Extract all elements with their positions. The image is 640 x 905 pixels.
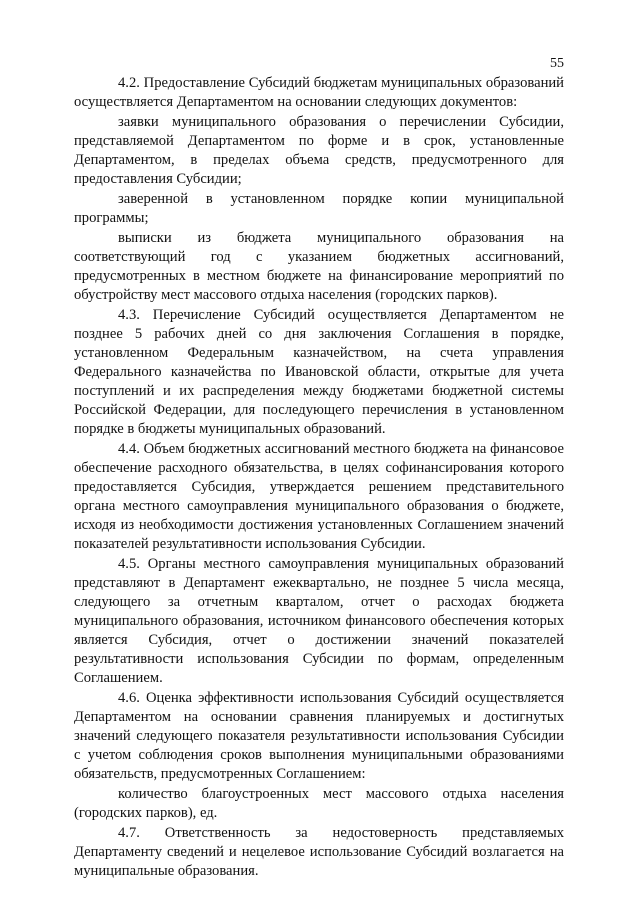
paragraph-4-3: 4.3. Перечисление Субсидий осуществляется Департаментом не позднее 5 рабочих дней со дня заключения Соглашения в порядке, установленном Федеральным казначейством, на счета управления Федерального казначейства по Ивановской области, открытые для учета поступлений и их распределения между бюджетами бюджетной системы Российской Федерации, для последующего перечисления в установленном порядке в бюджеты муниципальных образований. (74, 307, 564, 437)
paragraph-4-2: 4.2. Предоставление Субсидий бюджетам муниципальных образований осуществляется Департаментом на основании следующих документов: (74, 75, 564, 110)
paragraph-4-4: 4.4. Объем бюджетных ассигнований местного бюджета на финансовое обеспечение расходного обязательства, в целях софинансирования которого предоставляется Субсидия, утверждается решением представительного органа местного самоуправления муниципального образования о бюджете, исходя из необходимости достижения установленных Соглашением значений показателей результативности использования Субсидии. (74, 441, 564, 552)
paragraph-4-5: 4.5. Органы местного самоуправления муниципальных образований представляют в Департамент ежеквартально, не позднее 5 числа месяца, следующего за отчетным кварталом, отчет о расходах бюджета муниципального образования, источником финансового обеспечения которых является Субсидия, отчет о достижении значений показателей результативности использования Субсидии по формам, определенным Соглашением. (74, 556, 564, 686)
paragraph-program-copy: заверенной в установленном порядке копии муниципальной программы; (74, 191, 564, 226)
paragraph-indicator: количество благоустроенных мест массового отдыха населения (городских парков), ед. (74, 786, 564, 821)
paragraph-budget-extract: выписки из бюджета муниципального образования на соответствующий год с указанием бюджетных ассигнований, предусмотренных в местном бюджете на финансирование мероприятий по обустройству мест массового отдыха населения (городских парков). (74, 230, 564, 303)
paragraph-municipal-application: заявки муниципального образования о перечислении Субсидии, представляемой Департаментом по форме и в срок, установленные Департаментом, в пределах объема средств, предусмотренного для предоставления Субсидии; (74, 114, 564, 187)
paragraph-4-6: 4.6. Оценка эффективности использования Субсидий осуществляется Департаментом на основании сравнения планируемых и достигнутых значений следующего показателя результативности использования Субсидии с учетом соблюдения сроков выполнения муниципальными образованиями обязательств, предусмотренных Соглашением: (74, 690, 564, 782)
document-body (74, 74, 564, 881)
page-number: 55 (550, 56, 564, 71)
paragraph-4-7: 4.7. Ответственность за недостоверность представляемых Департаменту сведений и нецелевое использование Субсидий возлагается на муниципальные образования. (74, 825, 564, 879)
